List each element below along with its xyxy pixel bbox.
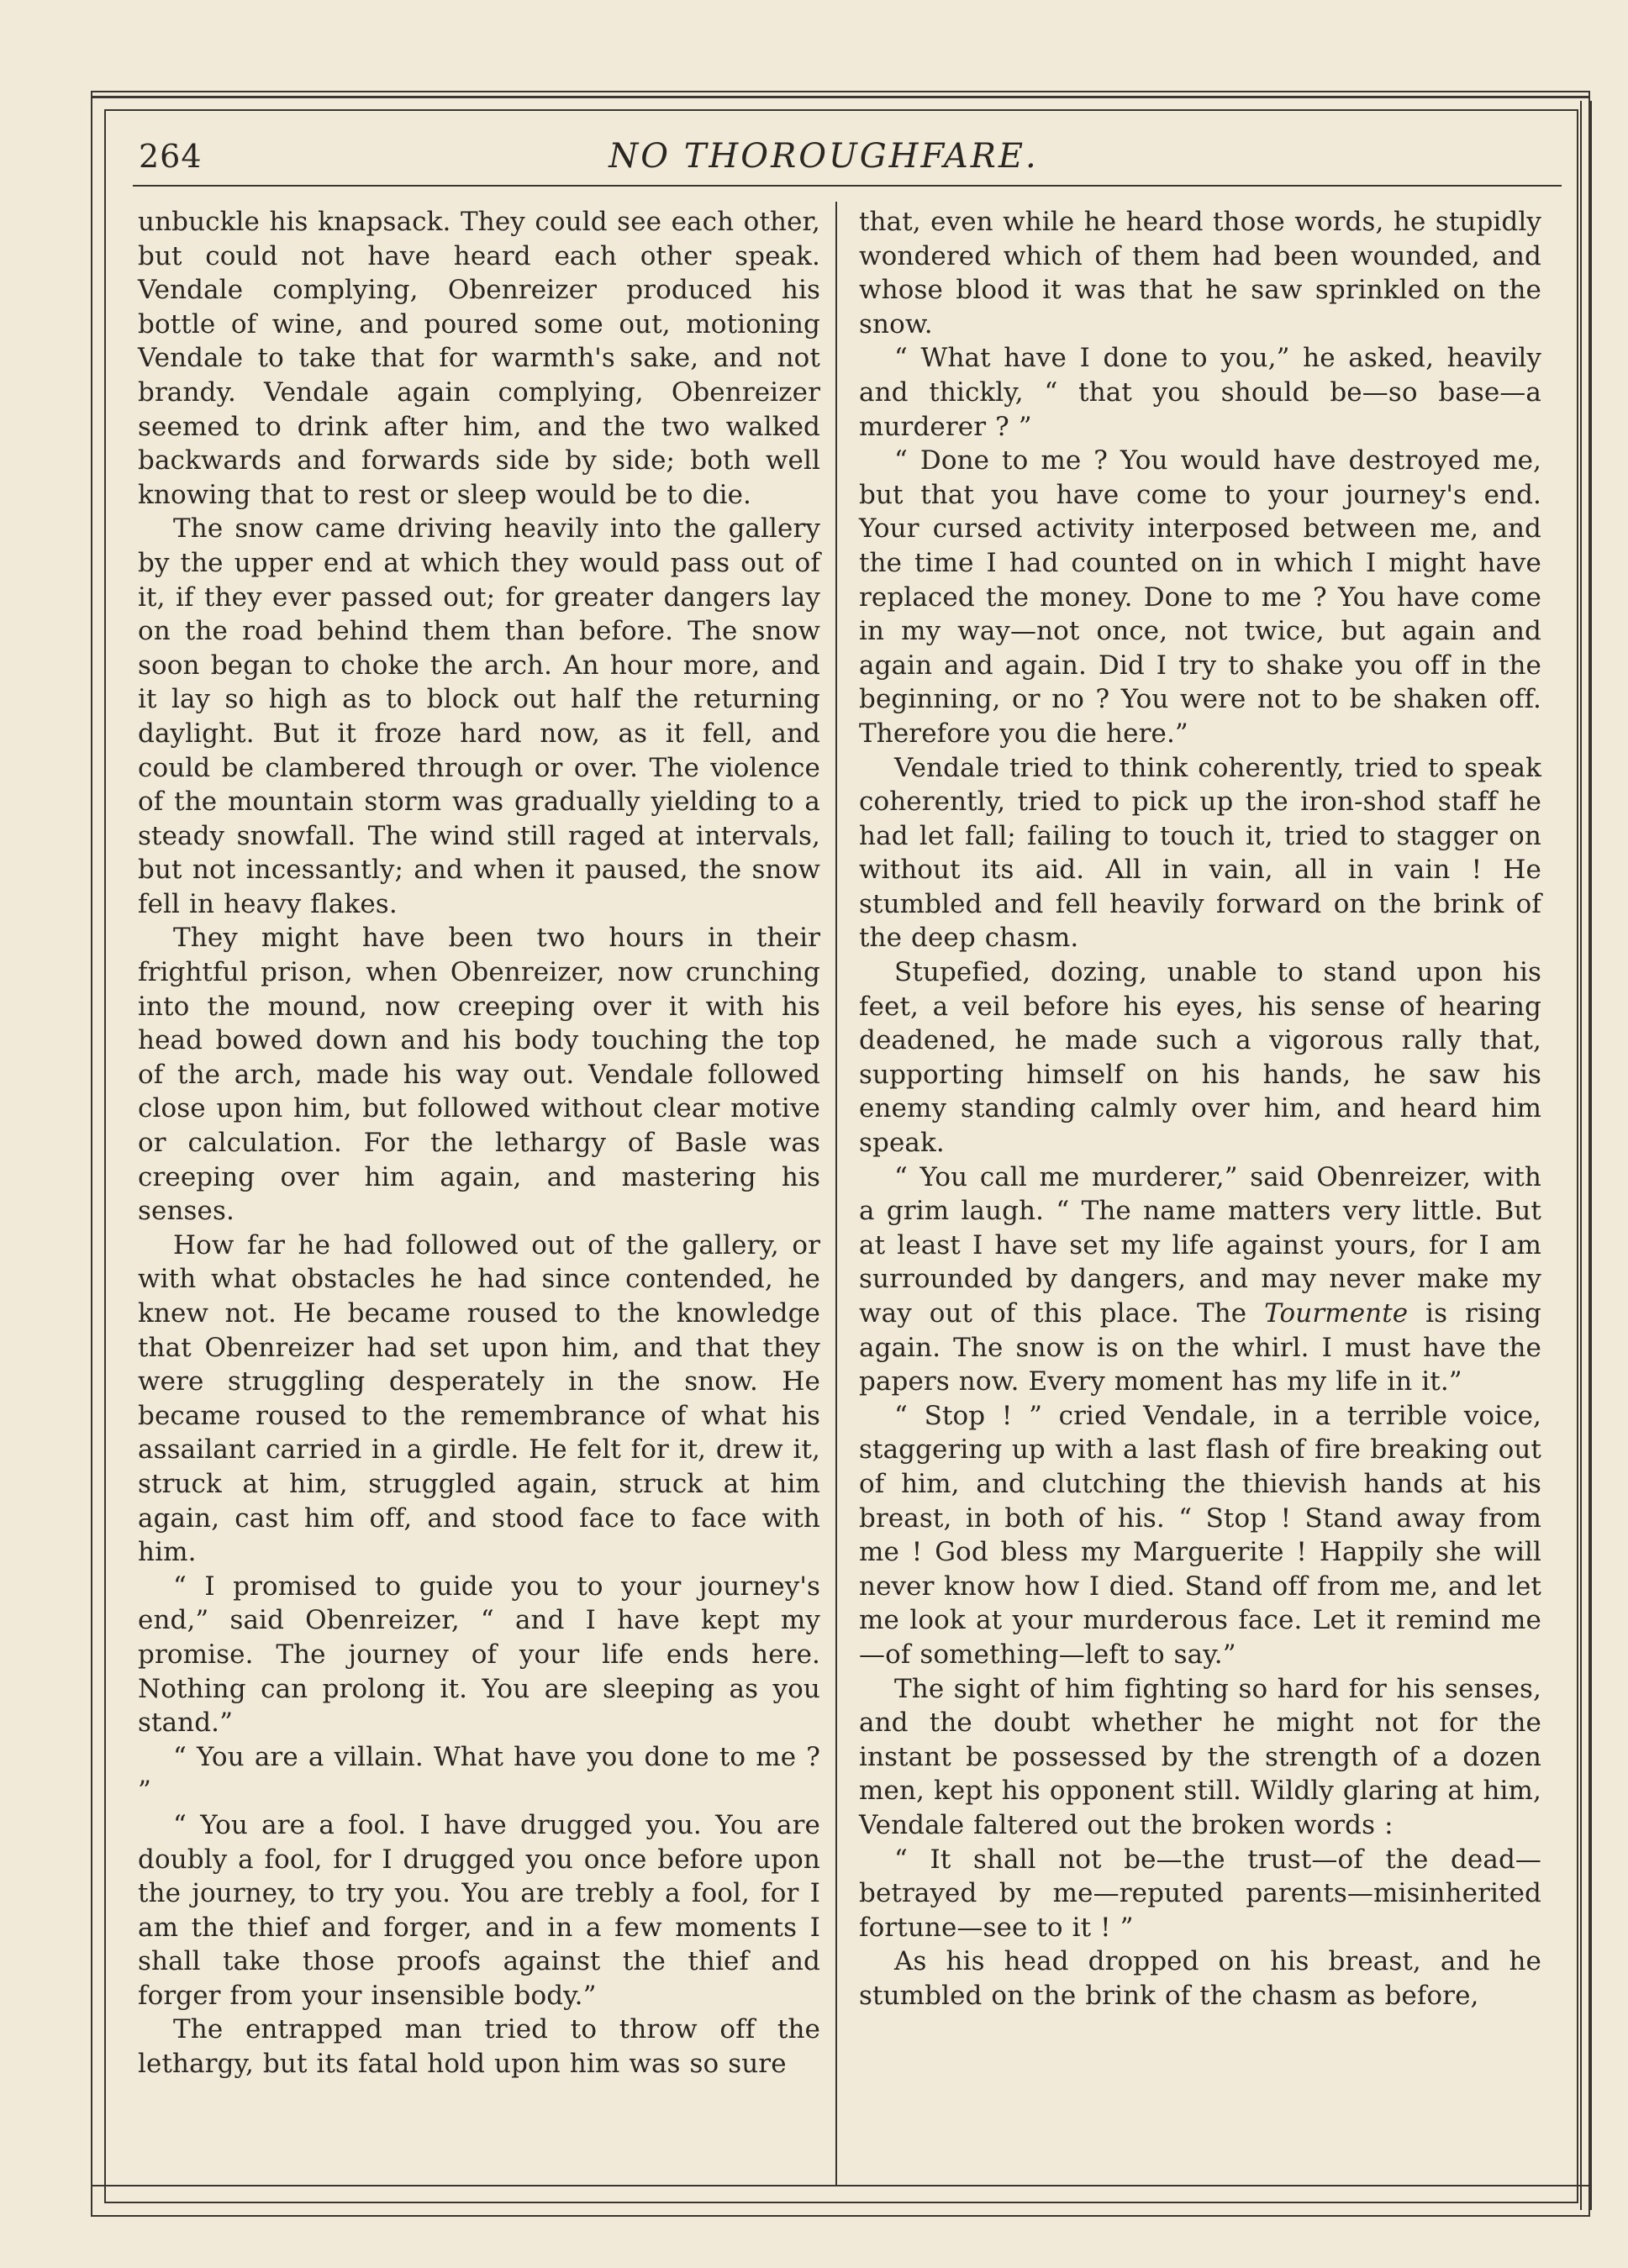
running-title: NO THOROUGHFARE. [609, 137, 1039, 176]
paragraph: unbuckle his knapsack. They could see each other, but could not have heard each other speak. Vendale complying, Obenreizer produced his bottle of wine, and poured some out, motioning Vendale to take that for warmth's sake, and not brandy. Vendale again complying, Obenreizer seemed to drink after him, and the two walked backwards and forwards side by side; both well knowing that to rest or sleep would be to die. [138, 207, 820, 510]
paragraph: that, even while he heard those words, he stupidly wondered which of them had been wounded, and whose blood it was that he saw sprinkled on the snow. [859, 207, 1541, 339]
paragraph: Stupefied, dozing, unable to stand upon his feet, a veil before his eyes, his sense of hearing deadened, he made such a vigorous rally that, supporting himself on his hands, he saw his enemy standing calmly over him, and heard him speak. [859, 957, 1541, 1159]
paragraph: “ Stop ! ” cried Vendale, in a terrible voice, staggering up with a last flash of fire breaking out of him, and clutching the thievish hands at his breast, in both of his. “ Stop ! Stand away from me ! God bless my Marguerite ! Happily she will never know how I died. Stand off from me, and let me look at your murderous face. Let it remind me—of something—left to say.” [859, 1400, 1541, 1670]
paragraph: As his head dropped on his breast, and he stumbled on the brink of the chasm as before, [859, 1946, 1541, 2011]
paragraph: The snow came driving heavily into the gallery by the upper end at which they would pass out of it, if they ever passed out; for greater dangers lay on the road behind them than before. The snow soon began to choke the arch. An hour more, and it lay so high as to block out half the returning daylight. But it froze hard now, as it fell, and could be clambered through or over. The violence of the mountain storm was gradually yielding to a steady snowfall. The wind still raged at intervals, but not incessantly; and when it paused, the snow fell in heavy flakes. [138, 513, 820, 919]
paragraph: “ What have I done to you,” he asked, heavily and thickly, “ that you should be—so base—a murderer ? ” [859, 343, 1541, 442]
right-edge-rule-outer [1590, 101, 1592, 2210]
paragraph: “ You are a villain. What have you done to me ? ” [138, 1741, 820, 1807]
column-divider [835, 202, 837, 2185]
paragraph: The entrapped man tried to throw off the lethargy, but its fatal hold upon him was so sure [138, 2014, 820, 2080]
header-rule [133, 185, 1562, 187]
paragraph: “ It shall not be—the trust—of the dead—betrayed by me—reputed parents—misinherited fortune—see to it ! ” [859, 1844, 1541, 1943]
page-number: 264 [139, 138, 203, 175]
right-column [859, 205, 1541, 2013]
left-column [138, 205, 820, 2081]
right-edge-rule [1580, 101, 1582, 2210]
bottom-border-rule [91, 2185, 1590, 2186]
italic-word: Tourmente [1264, 1298, 1409, 1329]
paragraph: “ I promised to guide you to your journey's end,” said Obenreizer, “ and I have kept my promise. The journey of your life ends here. Nothing can prolong it. You are sleeping as you stand.” [138, 1571, 820, 1739]
paragraph: “ Done to me ? You would have destroyed me, but that you have come to your journey's end. Your cursed activity interposed between me, and the time I had counted on in which I might have replaced the money. Done to me ? You have come in my way—not once, not twice, but again and again and again. Did I try to shake you off in the beginning, or no ? You were not to be shaken off. Therefore you die here.” [859, 445, 1541, 749]
paragraph: How far he had followed out of the gallery, or with what obstacles he had since contended, he knew not. He became roused to the knowledge that Obenreizer had set upon him, and that they were struggling desperately in the snow. He became roused to the remembrance of what his assailant carried in a girdle. He felt for it, drew it, struck at him, struggled again, struck at him again, cast him off, and stood face to face with him. [138, 1229, 820, 1568]
paragraph: “ You are a fool. I have drugged you. You are doubly a fool, for I drugged you once before upon the journey, to try you. You are trebly a fool, for I am the thief and forger, and in a few moments I shall take those proofs against the thief and forger from your insensible body.” [138, 1809, 820, 2011]
paragraph: The sight of him fighting so hard for his senses, and the doubt whether he might not for the instant be possessed by the strength of a dozen men, kept his opponent still. Wildly glaring at him, Vendale faltered out the broken words : [859, 1673, 1541, 1840]
paragraph: “ You call me murderer,” said Obenreizer, with a grim laugh. “ The name matters very little. But at least I have set my life against yours, for I am surrounded by dangers, and may never make my way out of this place. The Tourmente is rising again. The snow is on the whirl. I must have the papers now. Every moment has my life in it.” [859, 1161, 1541, 1397]
paragraph: They might have been two hours in their frightful prison, when Obenreizer, now crunching into the mound, now creeping over it with his head bowed down and his body touching the top of the arch, made his way out. Vendale followed close upon him, but followed without clear motive or calculation. For the lethargy of Basle was creeping over him again, and mastering his senses. [138, 923, 820, 1227]
paragraph: Vendale tried to think coherently, tried to speak coherently, tried to pick up the iron-shod staff he had let fall; failing to touch it, tried to stagger on without its aid. All in vain, all in vain ! He stumbled and fell heavily forward on the brink of the deep chasm. [859, 752, 1541, 954]
